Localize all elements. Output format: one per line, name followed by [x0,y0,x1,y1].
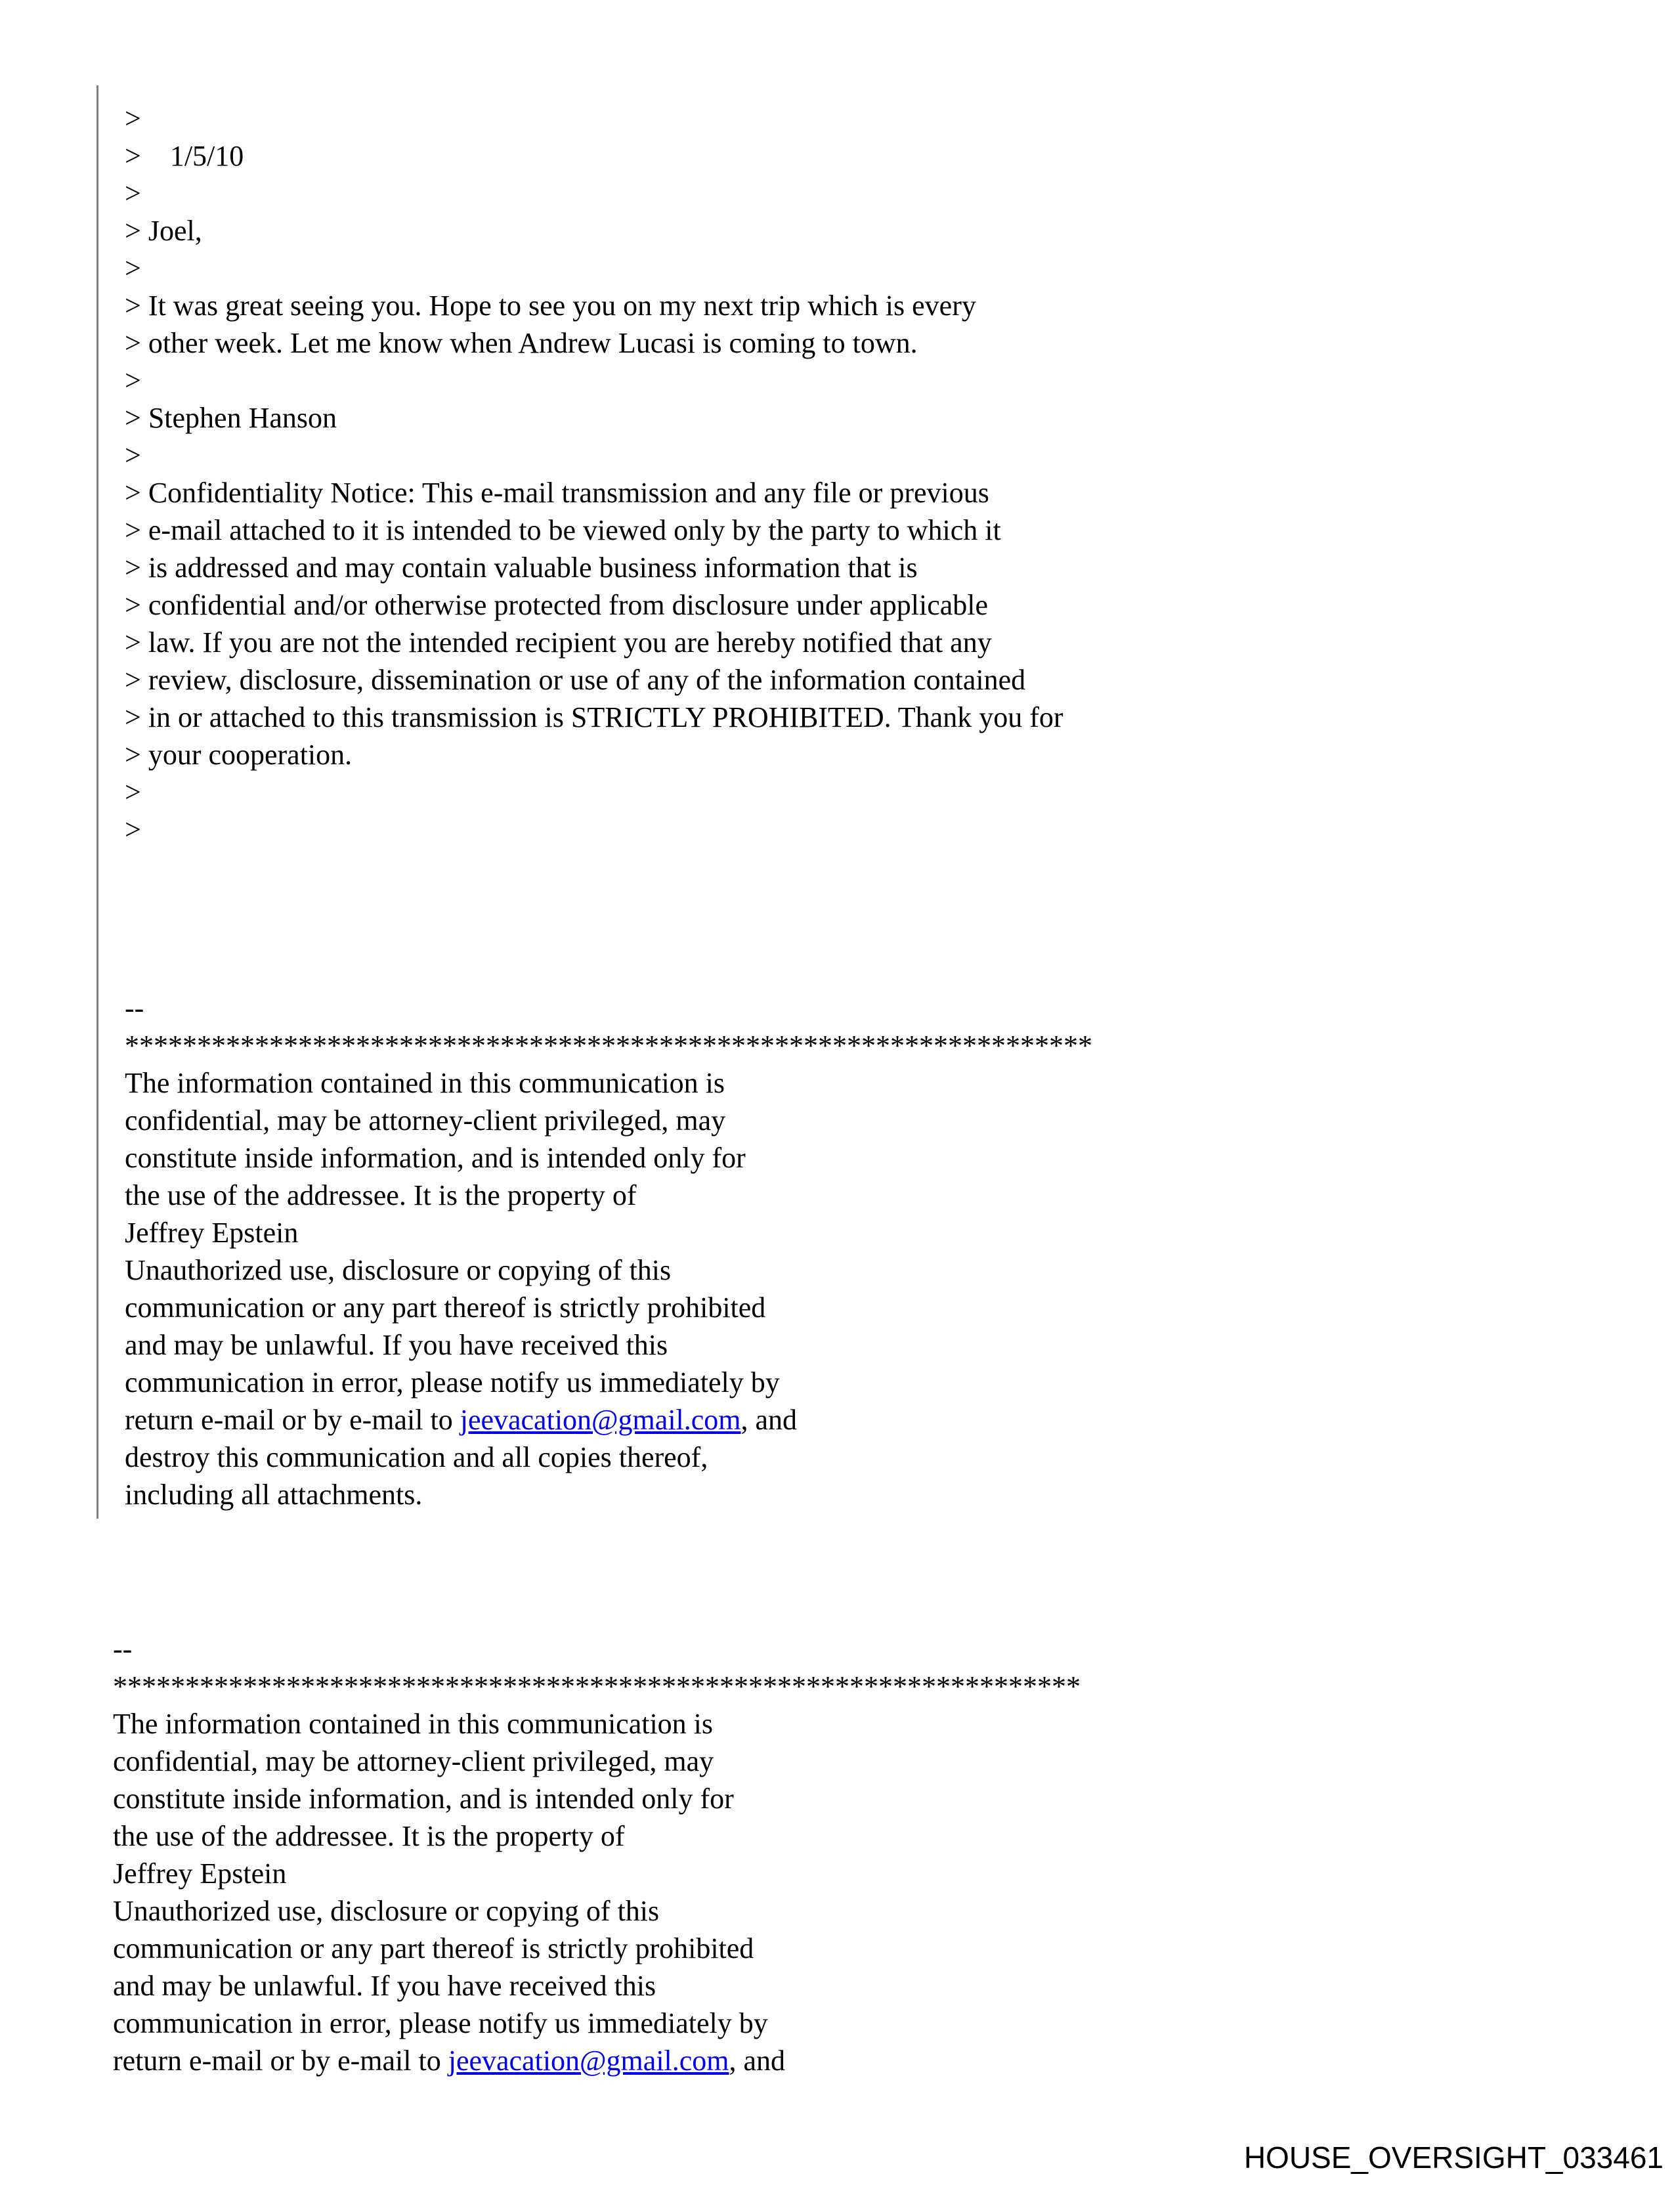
disclaimer-line: the use of the addressee. It is the property of [113,1820,625,1852]
disclaimer-email-line [113,2042,1597,2079]
disclaimer-email-line [125,1401,1580,1439]
email-line-prefix: return e-mail or by e-mail to [113,2045,448,2077]
signature-separator: -- [113,1633,133,1665]
vertical-spacer [125,848,1580,989]
quoted-line: > [125,776,141,808]
quoted-email-body [125,100,1580,848]
email-line-suffix: , and [729,2045,786,2077]
disclaimer-line: including all attachments. [125,1479,423,1511]
disclaimer-block-1 [125,989,1580,1513]
quoted-line: > [125,813,141,846]
quoted-line-notice: > e-mail attached to it is intended to be viewed only by the party to which it [125,514,1001,546]
quoted-line-signature: > Stephen Hanson [125,402,337,434]
quoted-line-body: > It was great seeing you. Hope to see you on my next trip which is every [125,290,976,322]
quoted-line: > [125,252,141,284]
disclaimer-line: destroy this communication and all copies thereof, [125,1441,708,1473]
disclaimer-line: confidential, may be attorney-client privileged, may [125,1104,726,1137]
email-link[interactable]: jeevacation@gmail.com [460,1404,741,1436]
signature-separator: -- [125,992,144,1024]
asterisk-divider: ******************************************************************* [125,1030,1092,1062]
quoted-line: > [125,364,141,397]
quoted-line: > [125,177,141,209]
disclaimer-line: communication in error, please notify us immediately by [125,1366,780,1399]
disclaimer-line: constitute inside information, and is intended only for [125,1142,746,1174]
bates-stamp: HOUSE_OVERSIGHT_033461 [1243,2140,1663,2175]
disclaimer-line: confidential, may be attorney-client privileged, may [113,1745,714,1777]
disclaimer-line: The information contained in this communication is [113,1708,714,1740]
disclaimer-line: communication in error, please notify us immediately by [113,2007,768,2039]
quoted-line: > [125,102,141,135]
email-link[interactable]: jeevacation@gmail.com [448,2045,729,2077]
disclaimer-line: and may be unlawful. If you have received this [125,1329,668,1361]
disclaimer-line: Unauthorized use, disclosure or copying of this [113,1895,660,1927]
disclaimer-line-owner: Jeffrey Epstein [125,1217,299,1249]
disclaimer-line: and may be unlawful. If you have received this [113,1970,656,2002]
quoted-line-date: > 1/5/10 [125,140,244,172]
disclaimer-line: The information contained in this communication is [125,1067,725,1099]
quoted-line: > [125,439,141,471]
quoted-line-notice: > Confidentiality Notice: This e-mail transmission and any file or previous [125,477,989,509]
quoted-line-notice: > law. If you are not the intended recipient you are hereby notified that any [125,626,992,659]
quoted-line-notice: > confidential and/or otherwise protected from disclosure under applicable [125,589,989,621]
disclaimer-line: communication or any part thereof is strictly prohibited [125,1291,766,1324]
disclaimer-line: the use of the addressee. It is the property of [125,1179,637,1211]
disclaimer-block-2 [113,1630,1597,2079]
quoted-line-notice: > review, disclosure, dissemination or use of any of the information contained [125,664,1026,696]
asterisk-divider: ******************************************************************* [113,1670,1081,1702]
email-line-prefix: return e-mail or by e-mail to [125,1404,460,1436]
quoted-line-greeting: > Joel, [125,215,202,247]
email-line-suffix: , and [740,1404,798,1436]
disclaimer-line: communication or any part thereof is strictly prohibited [113,1932,754,1964]
quoted-line-notice: > in or attached to this transmission is STRICTLY PROHIBITED. Thank you for [125,701,1063,733]
disclaimer-line: Unauthorized use, disclosure or copying of this [125,1254,672,1286]
quoted-line-notice: > your cooperation. [125,739,353,771]
quoted-line-body: > other week. Let me know when Andrew Lucasi is coming to town. [125,327,918,359]
quoted-line-notice: > is addressed and may contain valuable business information that is [125,552,918,584]
disclaimer-line-owner: Jeffrey Epstein [113,1857,287,1890]
quoted-email-section [97,85,1580,1519]
disclaimer-line: constitute inside information, and is intended only for [113,1783,734,1815]
vertical-spacer [0,1519,1674,1630]
